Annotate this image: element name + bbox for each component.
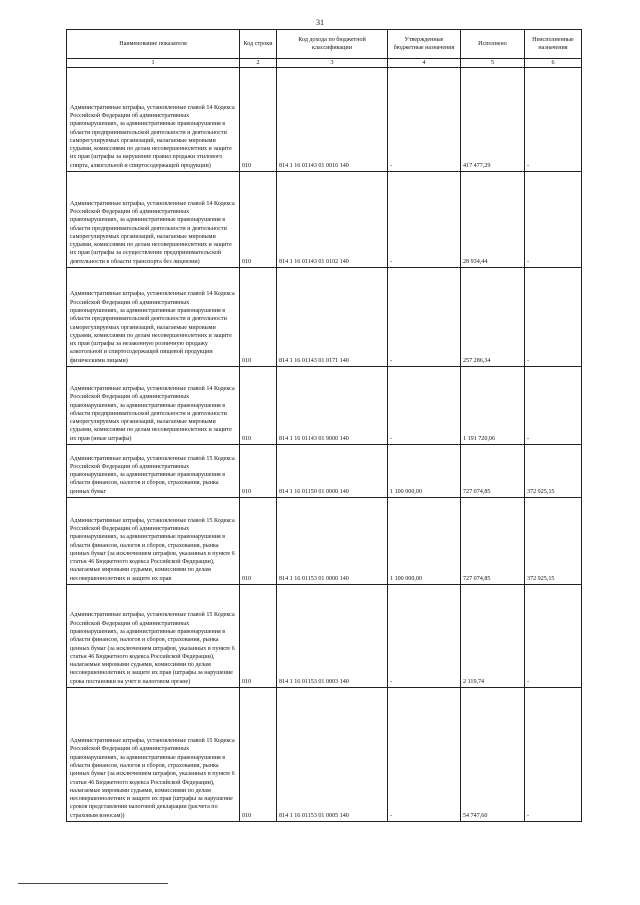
col-number: 1 <box>67 59 240 68</box>
approved-amount: - <box>388 585 461 688</box>
table-row <box>67 367 582 445</box>
executed-amount: 28 934,44 <box>461 172 525 268</box>
approved-amount: - <box>388 68 461 172</box>
line-code: 010 <box>240 367 277 445</box>
executed-amount: 257 286,34 <box>461 268 525 367</box>
income-code: 814 1 16 01153 01 0005 140 <box>277 688 388 822</box>
table-row <box>67 585 582 688</box>
page-number: 31 <box>316 18 324 27</box>
header-executed: Исполнено <box>461 30 525 59</box>
approved-amount: - <box>388 688 461 822</box>
income-code: 814 1 16 01143 01 0016 140 <box>277 68 388 172</box>
header-income-code: Код дохода по бюджетной классификации <box>277 30 388 59</box>
unexecuted-amount: - <box>525 688 582 822</box>
unexecuted-amount: - <box>525 268 582 367</box>
indicator-name: Административные штрафы, установленные главой 15 Кодекса Российской Федерации об административных правонарушениях, за административные правонарушения в области финансов, налогов и сборов, страхования, рынка ценных бумаг (за исключением штрафов, указанных в пункте 6 статьи 46 Бюджетного кодекса Российской Федерации), налагаемые мировыми судьями, комиссиями по делам несовершеннолетних и защите их прав (штрафы за нарушение срока постановки на учет в налоговом органе) <box>67 585 240 688</box>
executed-amount: 417 477,29 <box>461 68 525 172</box>
col-number: 3 <box>277 59 388 68</box>
line-code: 010 <box>240 498 277 585</box>
col-number: 6 <box>525 59 582 68</box>
executed-amount: 2 119,74 <box>461 585 525 688</box>
indicator-name: Административные штрафы, установленные главой 15 Кодекса Российской Федерации об административных правонарушениях, за административные правонарушения в области финансов, налогов и сборов, страхования, рынка ценных бумаг (за исключением штрафов, указанных в пункте 6 статьи 46 Бюджетного кодекса Российской Федерации), налагаемые мировыми судьями, комиссиями по делам несовершеннолетних и защите их прав <box>67 498 240 585</box>
line-code: 010 <box>240 688 277 822</box>
income-code: 814 1 16 01153 01 0000 140 <box>277 498 388 585</box>
approved-amount: - <box>388 367 461 445</box>
indicator-name: Административные штрафы, установленные главой 14 Кодекса Российской Федерации об административных правонарушениях, за административные правонарушения в области предпринимательской деятельности и деятельности саморегулируемых организаций, налагаемые мировыми судьями, комиссиями по делам несовершеннолетних и защите их прав (иные штрафы) <box>67 367 240 445</box>
col-number: 5 <box>461 59 525 68</box>
executed-amount: 727 074,85 <box>461 445 525 498</box>
unexecuted-amount: - <box>525 585 582 688</box>
indicator-name: Административные штрафы, установленные главой 15 Кодекса Российской Федерации об административных правонарушениях, за административные правонарушения в области финансов, налогов и сборов, страхования, рынка ценных бумаг (за исключением штрафов, указанных в пункте 6 статьи 46 Бюджетного кодекса Российской Федерации), налагаемые мировыми судьями, комиссиями по делам несовершеннолетних и защите их прав (штрафы за нарушение сроков представления налоговой декларации (расчета по страховым взносам)) <box>67 688 240 822</box>
income-code: 814 1 16 01153 01 0003 140 <box>277 585 388 688</box>
approved-amount: 1 100 000,00 <box>388 498 461 585</box>
header-approved: Утвержденные бюджетные назначения <box>388 30 461 59</box>
indicator-name: Административные штрафы, установленные главой 14 Кодекса Российской Федерации об административных правонарушениях, за административные правонарушения в области предпринимательской деятельности и деятельности саморегулируемых организаций, налагаемые мировыми судьями, комиссиями по делам несовершеннолетних и защите их прав (штрафы за осуществление предпринимательской деятельности в области транспорта без лицензии) <box>67 172 240 268</box>
table-row <box>67 268 582 367</box>
unexecuted-amount: - <box>525 68 582 172</box>
unexecuted-amount: - <box>525 172 582 268</box>
unexecuted-amount: - <box>525 367 582 445</box>
approved-amount: - <box>388 172 461 268</box>
executed-amount: 54 747,60 <box>461 688 525 822</box>
indicator-name: Административные штрафы, установленные главой 14 Кодекса Российской Федерации об административных правонарушениях, за административные правонарушения в области предпринимательской деятельности и деятельности саморегулируемых организаций, налагаемые мировыми судьями, комиссиями по делам несовершеннолетних и защите их прав (штрафы за нарушение правил продажи этилового спирта, алкогольной и спиртосодержащей продукции) <box>67 68 240 172</box>
executed-amount: 727 074,85 <box>461 498 525 585</box>
unexecuted-amount: 372 925,15 <box>525 498 582 585</box>
header-row <box>67 30 582 59</box>
approved-amount: 1 100 000,00 <box>388 445 461 498</box>
header-indicator-name: Наименование показателя <box>67 30 240 59</box>
column-number-row <box>67 59 582 68</box>
approved-amount: - <box>388 268 461 367</box>
table-row <box>67 688 582 822</box>
table-row <box>67 172 582 268</box>
indicator-name: Административные штрафы, установленные главой 14 Кодекса Российской Федерации об административных правонарушениях, за административные правонарушения в области предпринимательской деятельности и деятельности саморегулируемых организаций, налагаемые мировыми судьями, комиссиями по делам несовершеннолетних и защите их прав (штрафы за незаконную розничную продажу алкогольной и спиртосодержащей пищевой продукции физическими лицами) <box>67 268 240 367</box>
income-code: 814 1 16 01143 01 0102 140 <box>277 172 388 268</box>
footer-divider <box>18 883 168 884</box>
budget-income-table <box>66 29 582 822</box>
table-row <box>67 68 582 172</box>
line-code: 010 <box>240 585 277 688</box>
header-line-code: Код строки <box>240 30 277 59</box>
line-code: 010 <box>240 268 277 367</box>
unexecuted-amount: 372 925,15 <box>525 445 582 498</box>
table-row <box>67 445 582 498</box>
indicator-name: Административные штрафы, установленные главой 15 Кодекса Российской Федерации об административных правонарушениях, за административные правонарушения в области финансов, налогов и сборов, страхования, рынка ценных бумаг <box>67 445 240 498</box>
income-code: 814 1 16 01143 01 9000 140 <box>277 367 388 445</box>
line-code: 010 <box>240 68 277 172</box>
income-code: 814 1 16 01143 01 0171 140 <box>277 268 388 367</box>
executed-amount: 1 191 720,06 <box>461 367 525 445</box>
table-row <box>67 498 582 585</box>
header-unexecuted: Неисполненные назначения <box>525 30 582 59</box>
col-number: 4 <box>388 59 461 68</box>
line-code: 010 <box>240 445 277 498</box>
col-number: 2 <box>240 59 277 68</box>
income-code: 814 1 16 01150 01 0000 140 <box>277 445 388 498</box>
line-code: 010 <box>240 172 277 268</box>
